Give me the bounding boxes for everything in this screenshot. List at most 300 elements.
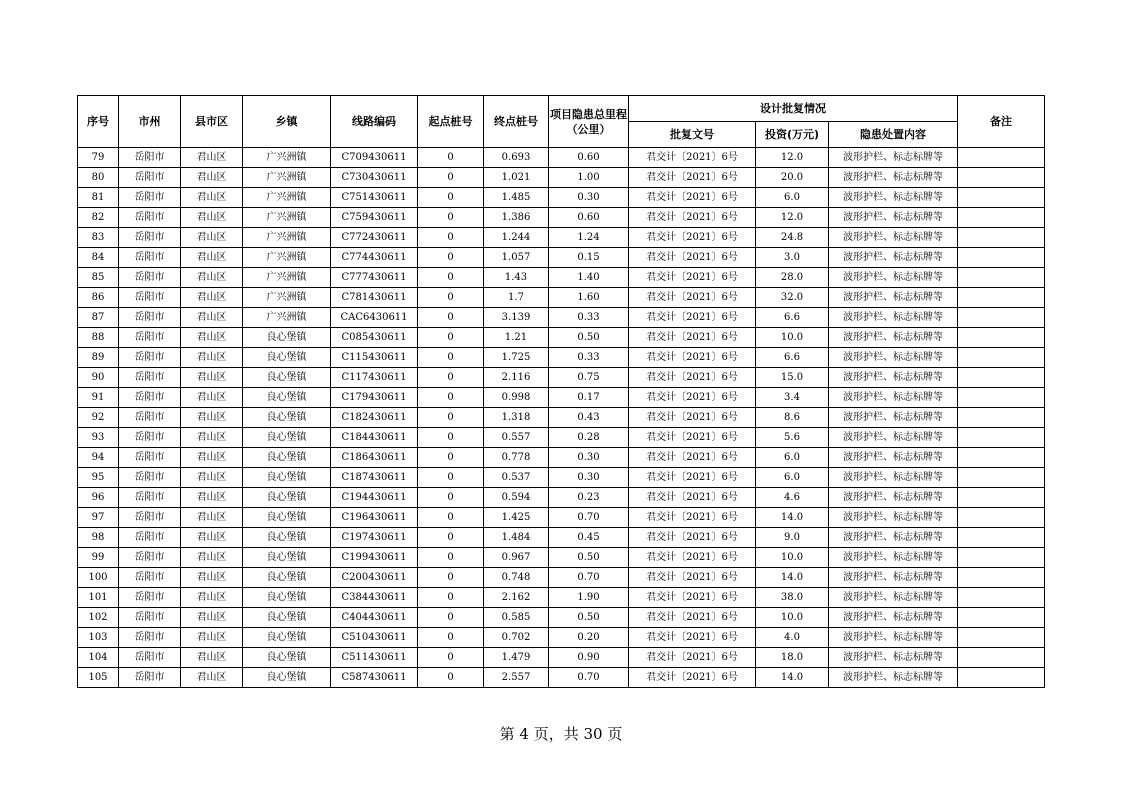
cell-total-km: 1.00 [549,168,629,188]
table-row [78,408,1045,428]
cell-total-km: 0.23 [549,488,629,508]
cell-end-stake: 1.43 [484,268,549,288]
cell-start-stake: 0 [418,668,484,688]
cell-note [958,668,1045,688]
cell-treatment: 波形护栏、标志标牌等 [829,448,958,468]
cell-seq: 96 [78,488,119,508]
table-row [78,428,1045,448]
cell-end-stake: 2.116 [484,368,549,388]
cell-county: 君山区 [181,408,243,428]
cell-approval-doc: 君交计〔2021〕6号 [629,288,756,308]
cell-route-code: C510430611 [331,628,418,648]
cell-treatment: 波形护栏、标志标牌等 [829,148,958,168]
cell-city: 岳阳市 [119,588,181,608]
cell-seq: 105 [78,668,119,688]
table-row [78,448,1045,468]
cell-start-stake: 0 [418,168,484,188]
cell-treatment: 波形护栏、标志标牌等 [829,508,958,528]
cell-town: 广兴洲镇 [243,168,331,188]
cell-seq: 91 [78,388,119,408]
cell-treatment: 波形护栏、标志标牌等 [829,488,958,508]
cell-treatment: 波形护栏、标志标牌等 [829,208,958,228]
table-row [78,328,1045,348]
cell-note [958,548,1045,568]
cell-treatment: 波形护栏、标志标牌等 [829,268,958,288]
cell-route-code: C759430611 [331,208,418,228]
cell-county: 君山区 [181,448,243,468]
cell-end-stake: 1.386 [484,208,549,228]
cell-route-code: C200430611 [331,568,418,588]
cell-county: 君山区 [181,428,243,448]
cell-seq: 94 [78,448,119,468]
cell-route-code: C117430611 [331,368,418,388]
table-row [78,308,1045,328]
cell-city: 岳阳市 [119,488,181,508]
cell-end-stake: 0.594 [484,488,549,508]
table-row [78,388,1045,408]
cell-route-code: C184430611 [331,428,418,448]
cell-investment: 3.0 [756,248,829,268]
cell-town: 良心堡镇 [243,488,331,508]
cell-treatment: 波形护栏、标志标牌等 [829,288,958,308]
cell-note [958,188,1045,208]
cell-total-km: 0.60 [549,148,629,168]
cell-note [958,408,1045,428]
header-note: 备注 [958,96,1045,148]
cell-seq: 95 [78,468,119,488]
cell-investment: 6.0 [756,448,829,468]
cell-note [958,528,1045,548]
cell-approval-doc: 君交计〔2021〕6号 [629,608,756,628]
cell-note [958,388,1045,408]
cell-investment: 6.6 [756,348,829,368]
cell-seq: 93 [78,428,119,448]
cell-start-stake: 0 [418,608,484,628]
header-total-km: 项目隐患总里程（公里） [549,96,629,148]
cell-approval-doc: 君交计〔2021〕6号 [629,588,756,608]
cell-note [958,348,1045,368]
cell-city: 岳阳市 [119,168,181,188]
cell-approval-doc: 君交计〔2021〕6号 [629,368,756,388]
cell-end-stake: 1.7 [484,288,549,308]
cell-start-stake: 0 [418,328,484,348]
cell-note [958,588,1045,608]
cell-seq: 89 [78,348,119,368]
cell-total-km: 0.70 [549,668,629,688]
cell-start-stake: 0 [418,248,484,268]
cell-town: 良心堡镇 [243,628,331,648]
cell-approval-doc: 君交计〔2021〕6号 [629,528,756,548]
table-row [78,188,1045,208]
cell-city: 岳阳市 [119,348,181,368]
cell-town: 良心堡镇 [243,548,331,568]
cell-route-code: C085430611 [331,328,418,348]
cell-end-stake: 0.967 [484,548,549,568]
cell-approval-doc: 君交计〔2021〕6号 [629,568,756,588]
table-row [78,168,1045,188]
cell-town: 广兴洲镇 [243,188,331,208]
cell-note [958,268,1045,288]
cell-city: 岳阳市 [119,548,181,568]
table-row [78,148,1045,168]
cell-town: 良心堡镇 [243,588,331,608]
table-header [78,96,1045,148]
cell-county: 君山区 [181,248,243,268]
cell-start-stake: 0 [418,148,484,168]
cell-approval-doc: 君交计〔2021〕6号 [629,508,756,528]
cell-city: 岳阳市 [119,228,181,248]
cell-seq: 82 [78,208,119,228]
cell-total-km: 0.75 [549,368,629,388]
cell-town: 广兴洲镇 [243,208,331,228]
cell-route-code: C587430611 [331,668,418,688]
cell-town: 良心堡镇 [243,328,331,348]
cell-seq: 85 [78,268,119,288]
cell-route-code: C194430611 [331,488,418,508]
table-row [78,668,1045,688]
cell-town: 良心堡镇 [243,448,331,468]
cell-treatment: 波形护栏、标志标牌等 [829,648,958,668]
cell-treatment: 波形护栏、标志标牌等 [829,528,958,548]
cell-seq: 79 [78,148,119,168]
cell-end-stake: 3.139 [484,308,549,328]
cell-investment: 6.0 [756,188,829,208]
table-row [78,648,1045,668]
cell-treatment: 波形护栏、标志标牌等 [829,388,958,408]
cell-end-stake: 1.21 [484,328,549,348]
cell-town: 广兴洲镇 [243,288,331,308]
cell-start-stake: 0 [418,408,484,428]
cell-note [958,148,1045,168]
cell-start-stake: 0 [418,348,484,368]
cell-approval-doc: 君交计〔2021〕6号 [629,548,756,568]
cell-county: 君山区 [181,568,243,588]
cell-town: 良心堡镇 [243,348,331,368]
cell-treatment: 波形护栏、标志标牌等 [829,328,958,348]
cell-route-code: C199430611 [331,548,418,568]
cell-total-km: 0.17 [549,388,629,408]
cell-investment: 14.0 [756,568,829,588]
cell-route-code: C179430611 [331,388,418,408]
cell-county: 君山区 [181,588,243,608]
cell-seq: 83 [78,228,119,248]
cell-note [958,308,1045,328]
cell-total-km: 0.45 [549,528,629,548]
header-seq: 序号 [78,96,119,148]
cell-total-km: 0.15 [549,248,629,268]
cell-approval-doc: 君交计〔2021〕6号 [629,648,756,668]
cell-start-stake: 0 [418,488,484,508]
cell-start-stake: 0 [418,228,484,248]
cell-end-stake: 0.557 [484,428,549,448]
cell-total-km: 0.30 [549,448,629,468]
cell-city: 岳阳市 [119,528,181,548]
cell-city: 岳阳市 [119,188,181,208]
cell-route-code: C777430611 [331,268,418,288]
cell-end-stake: 1.318 [484,408,549,428]
cell-town: 良心堡镇 [243,428,331,448]
cell-note [958,628,1045,648]
cell-treatment: 波形护栏、标志标牌等 [829,568,958,588]
cell-start-stake: 0 [418,468,484,488]
cell-total-km: 0.30 [549,188,629,208]
cell-investment: 10.0 [756,328,829,348]
cell-treatment: 波形护栏、标志标牌等 [829,668,958,688]
table-row [78,568,1045,588]
cell-investment: 10.0 [756,608,829,628]
cell-start-stake: 0 [418,268,484,288]
header-start-stake: 起点桩号 [418,96,484,148]
cell-end-stake: 1.725 [484,348,549,368]
cell-route-code: C186430611 [331,448,418,468]
cell-city: 岳阳市 [119,208,181,228]
cell-total-km: 0.20 [549,628,629,648]
cell-approval-doc: 君交计〔2021〕6号 [629,268,756,288]
cell-city: 岳阳市 [119,468,181,488]
cell-approval-doc: 君交计〔2021〕6号 [629,148,756,168]
cell-approval-doc: 君交计〔2021〕6号 [629,308,756,328]
cell-note [958,288,1045,308]
cell-town: 广兴洲镇 [243,308,331,328]
cell-end-stake: 1.244 [484,228,549,248]
cell-investment: 6.6 [756,308,829,328]
header-end-stake: 终点桩号 [484,96,549,148]
cell-approval-doc: 君交计〔2021〕6号 [629,448,756,468]
table-row [78,248,1045,268]
cell-route-code: C384430611 [331,588,418,608]
cell-total-km: 0.70 [549,568,629,588]
cell-approval-doc: 君交计〔2021〕6号 [629,488,756,508]
cell-seq: 103 [78,628,119,648]
cell-route-code: C709430611 [331,148,418,168]
cell-city: 岳阳市 [119,608,181,628]
cell-county: 君山区 [181,528,243,548]
table-body [78,148,1045,688]
cell-seq: 97 [78,508,119,528]
cell-approval-doc: 君交计〔2021〕6号 [629,408,756,428]
cell-start-stake: 0 [418,548,484,568]
cell-town: 广兴洲镇 [243,268,331,288]
cell-treatment: 波形护栏、标志标牌等 [829,468,958,488]
cell-county: 君山区 [181,548,243,568]
header-approval-group: 设计批复情况 [629,96,958,122]
cell-county: 君山区 [181,168,243,188]
cell-city: 岳阳市 [119,248,181,268]
cell-city: 岳阳市 [119,408,181,428]
cell-end-stake: 1.485 [484,188,549,208]
cell-start-stake: 0 [418,648,484,668]
table-row [78,268,1045,288]
cell-investment: 10.0 [756,548,829,568]
cell-town: 良心堡镇 [243,648,331,668]
cell-approval-doc: 君交计〔2021〕6号 [629,668,756,688]
cell-note [958,608,1045,628]
cell-town: 良心堡镇 [243,568,331,588]
table-row [78,528,1045,548]
table-row [78,348,1045,368]
cell-approval-doc: 君交计〔2021〕6号 [629,228,756,248]
cell-route-code: C115430611 [331,348,418,368]
cell-county: 君山区 [181,368,243,388]
cell-seq: 86 [78,288,119,308]
cell-county: 君山区 [181,228,243,248]
cell-approval-doc: 君交计〔2021〕6号 [629,188,756,208]
cell-note [958,228,1045,248]
cell-note [958,248,1045,268]
cell-town: 良心堡镇 [243,508,331,528]
cell-investment: 4.0 [756,628,829,648]
cell-end-stake: 1.021 [484,168,549,188]
cell-seq: 98 [78,528,119,548]
cell-seq: 100 [78,568,119,588]
cell-investment: 38.0 [756,588,829,608]
cell-city: 岳阳市 [119,428,181,448]
table-row [78,288,1045,308]
cell-investment: 15.0 [756,368,829,388]
cell-start-stake: 0 [418,428,484,448]
cell-start-stake: 0 [418,288,484,308]
cell-total-km: 1.40 [549,268,629,288]
cell-start-stake: 0 [418,188,484,208]
cell-county: 君山区 [181,628,243,648]
cell-route-code: C511430611 [331,648,418,668]
cell-investment: 20.0 [756,168,829,188]
cell-city: 岳阳市 [119,668,181,688]
cell-county: 君山区 [181,188,243,208]
header-route-code: 线路编码 [331,96,418,148]
cell-total-km: 0.60 [549,208,629,228]
cell-treatment: 波形护栏、标志标牌等 [829,228,958,248]
cell-route-code: C751430611 [331,188,418,208]
cell-approval-doc: 君交计〔2021〕6号 [629,468,756,488]
cell-total-km: 0.30 [549,468,629,488]
cell-total-km: 0.50 [549,548,629,568]
cell-seq: 88 [78,328,119,348]
cell-end-stake: 2.162 [484,588,549,608]
cell-end-stake: 0.778 [484,448,549,468]
table-row [78,608,1045,628]
cell-total-km: 1.90 [549,588,629,608]
cell-total-km: 0.50 [549,608,629,628]
cell-note [958,448,1045,468]
cell-city: 岳阳市 [119,148,181,168]
table-row [78,628,1045,648]
cell-end-stake: 0.748 [484,568,549,588]
cell-city: 岳阳市 [119,308,181,328]
cell-county: 君山区 [181,288,243,308]
cell-county: 君山区 [181,348,243,368]
header-treatment: 隐患处置内容 [829,122,958,148]
cell-treatment: 波形护栏、标志标牌等 [829,428,958,448]
cell-approval-doc: 君交计〔2021〕6号 [629,628,756,648]
cell-city: 岳阳市 [119,328,181,348]
table-row [78,508,1045,528]
cell-investment: 18.0 [756,648,829,668]
cell-end-stake: 1.484 [484,528,549,548]
table-row [78,588,1045,608]
table-row [78,368,1045,388]
table-row [78,488,1045,508]
table-row [78,208,1045,228]
cell-start-stake: 0 [418,528,484,548]
cell-treatment: 波形护栏、标志标牌等 [829,368,958,388]
cell-start-stake: 0 [418,368,484,388]
cell-note [958,488,1045,508]
cell-note [958,208,1045,228]
cell-note [958,508,1045,528]
cell-investment: 8.6 [756,408,829,428]
page-number: 第 4 页，共 30 页 [499,725,623,743]
cell-investment: 12.0 [756,208,829,228]
cell-town: 广兴洲镇 [243,248,331,268]
cell-total-km: 0.43 [549,408,629,428]
cell-seq: 81 [78,188,119,208]
cell-town: 广兴洲镇 [243,228,331,248]
cell-treatment: 波形护栏、标志标牌等 [829,168,958,188]
table-row [78,228,1045,248]
cell-county: 君山区 [181,648,243,668]
cell-route-code: C187430611 [331,468,418,488]
cell-treatment: 波形护栏、标志标牌等 [829,628,958,648]
cell-town: 广兴洲镇 [243,148,331,168]
cell-total-km: 0.90 [549,648,629,668]
table-row [78,468,1045,488]
cell-county: 君山区 [181,468,243,488]
cell-end-stake: 0.537 [484,468,549,488]
cell-route-code: C774430611 [331,248,418,268]
cell-city: 岳阳市 [119,388,181,408]
cell-approval-doc: 君交计〔2021〕6号 [629,428,756,448]
cell-city: 岳阳市 [119,568,181,588]
cell-route-code: CAC6430611 [331,308,418,328]
header-town: 乡镇 [243,96,331,148]
cell-treatment: 波形护栏、标志标牌等 [829,248,958,268]
cell-investment: 14.0 [756,668,829,688]
cell-town: 良心堡镇 [243,528,331,548]
cell-city: 岳阳市 [119,448,181,468]
cell-approval-doc: 君交计〔2021〕6号 [629,348,756,368]
cell-note [958,568,1045,588]
cell-approval-doc: 君交计〔2021〕6号 [629,388,756,408]
cell-county: 君山区 [181,488,243,508]
table-row [78,548,1045,568]
cell-county: 君山区 [181,668,243,688]
cell-treatment: 波形护栏、标志标牌等 [829,188,958,208]
cell-seq: 87 [78,308,119,328]
cell-county: 君山区 [181,268,243,288]
cell-end-stake: 0.702 [484,628,549,648]
cell-route-code: C196430611 [331,508,418,528]
cell-start-stake: 0 [418,388,484,408]
cell-town: 良心堡镇 [243,468,331,488]
cell-investment: 3.4 [756,388,829,408]
cell-city: 岳阳市 [119,288,181,308]
cell-county: 君山区 [181,148,243,168]
cell-seq: 99 [78,548,119,568]
cell-route-code: C781430611 [331,288,418,308]
cell-investment: 12.0 [756,148,829,168]
cell-town: 良心堡镇 [243,668,331,688]
cell-town: 良心堡镇 [243,408,331,428]
cell-end-stake: 1.479 [484,648,549,668]
cell-city: 岳阳市 [119,268,181,288]
cell-route-code: C404430611 [331,608,418,628]
cell-treatment: 波形护栏、标志标牌等 [829,588,958,608]
cell-approval-doc: 君交计〔2021〕6号 [629,248,756,268]
cell-seq: 104 [78,648,119,668]
cell-note [958,328,1045,348]
cell-investment: 6.0 [756,468,829,488]
